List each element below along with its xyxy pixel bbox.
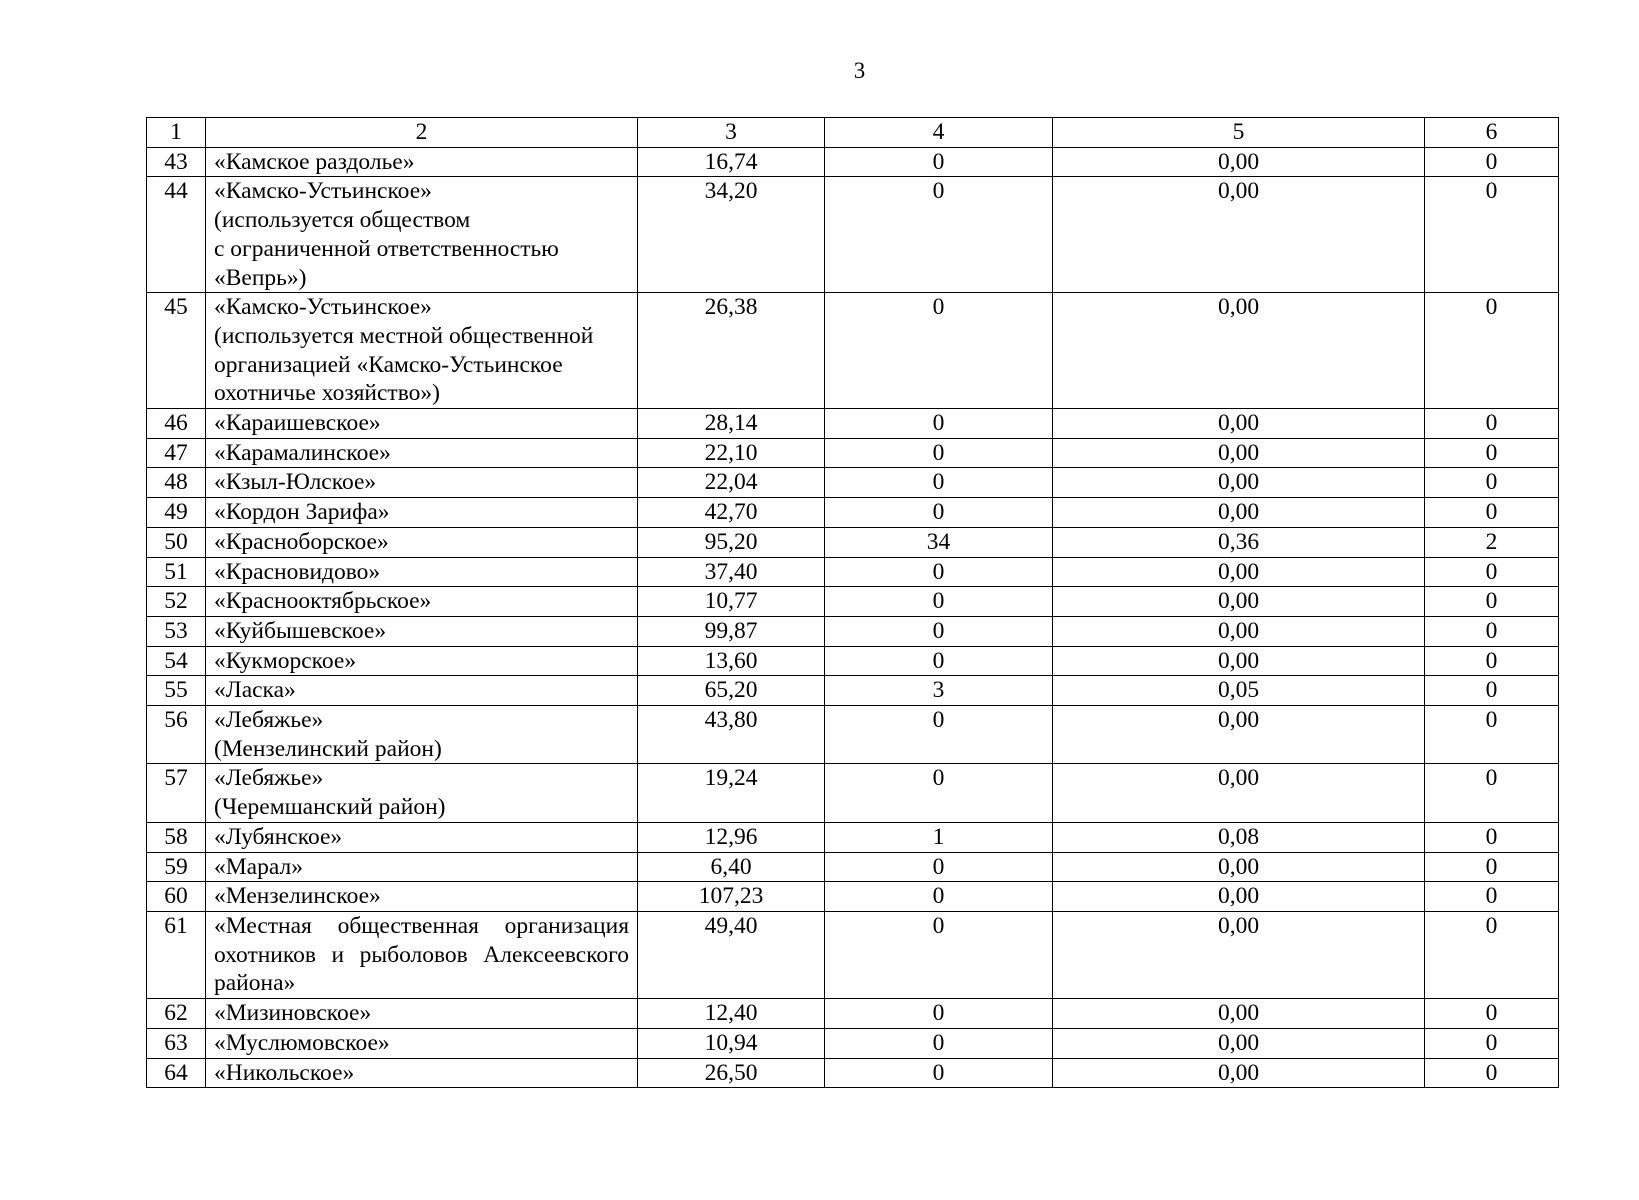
value-cell-c5: 0,00 (1053, 293, 1425, 409)
table-row (147, 587, 1559, 617)
table-row (147, 177, 1559, 293)
hunting-ground-name-cell (206, 147, 638, 177)
value-cell-c4: 0 (825, 1028, 1053, 1058)
row-number-cell: 56 (147, 706, 206, 764)
value-cell-c3: 49,40 (638, 911, 825, 998)
value-cell-c4: 0 (825, 498, 1053, 528)
name-line: «Камское раздолье» (214, 148, 415, 175)
value-cell-c4: 0 (825, 999, 1053, 1029)
row-number-cell: 52 (147, 587, 206, 617)
table-row (147, 706, 1559, 764)
row-number-cell: 48 (147, 468, 206, 498)
name-line: «Вепрь») (214, 264, 307, 291)
value-cell-c3: 34,20 (638, 177, 825, 293)
row-number-cell: 44 (147, 177, 206, 293)
name-line: с ограниченной ответственностью (214, 235, 559, 262)
value-cell-c3: 13,60 (638, 646, 825, 676)
value-cell-c5: 0,00 (1053, 557, 1425, 587)
row-number-cell: 61 (147, 911, 206, 998)
name-line: (используется местной общественной (214, 322, 594, 349)
name-line: «Муслюмовское» (214, 1029, 390, 1056)
table-row (147, 527, 1559, 557)
value-cell-c6: 0 (1425, 1058, 1559, 1088)
hunting-ground-name-cell (206, 409, 638, 439)
name-line: «Краснооктябрьское» (214, 588, 432, 615)
value-cell-c3: 22,04 (638, 468, 825, 498)
name-line: охотничье хозяйство») (214, 380, 440, 407)
header-row (147, 118, 1559, 148)
value-cell-c6: 0 (1425, 676, 1559, 706)
hunting-ground-name-cell (206, 1028, 638, 1058)
row-number-cell: 55 (147, 676, 206, 706)
hunting-ground-name-cell (206, 822, 638, 852)
row-number-cell: 50 (147, 527, 206, 557)
table-row (147, 646, 1559, 676)
row-number-cell: 49 (147, 498, 206, 528)
name-line: «Караишевское» (214, 410, 381, 437)
value-cell-c6: 0 (1425, 646, 1559, 676)
value-cell-c4: 0 (825, 293, 1053, 409)
table-row (147, 468, 1559, 498)
name-line: «Красноборское» (214, 528, 389, 555)
value-cell-c6: 0 (1425, 557, 1559, 587)
table-row (147, 676, 1559, 706)
value-cell-c5: 0,00 (1053, 882, 1425, 912)
row-number-cell: 59 (147, 852, 206, 882)
value-cell-c3: 43,80 (638, 706, 825, 764)
row-number-cell: 51 (147, 557, 206, 587)
value-cell-c3: 42,70 (638, 498, 825, 528)
value-cell-c5: 0,00 (1053, 999, 1425, 1029)
value-cell-c3: 12,40 (638, 999, 825, 1029)
value-cell-c4: 34 (825, 527, 1053, 557)
table-row (147, 882, 1559, 912)
name-line: «Никольское» (214, 1059, 355, 1086)
name-line: «Мизиновское» (214, 1000, 372, 1027)
name-line: «Карамалинское» (214, 439, 391, 466)
value-cell-c5: 0,00 (1053, 616, 1425, 646)
hunting-ground-name-cell (206, 468, 638, 498)
row-number-cell: 63 (147, 1028, 206, 1058)
hunting-ground-name-cell (206, 557, 638, 587)
table-row (147, 293, 1559, 409)
page-number: 3 (853, 58, 866, 83)
value-cell-c5: 0,00 (1053, 147, 1425, 177)
value-cell-c3: 28,14 (638, 409, 825, 439)
hunting-ground-name-cell (206, 616, 638, 646)
table-row (147, 557, 1559, 587)
value-cell-c4: 0 (825, 646, 1053, 676)
name-line: «Камско-Устьинское» (214, 178, 432, 205)
value-cell-c3: 65,20 (638, 676, 825, 706)
value-cell-c3: 26,50 (638, 1058, 825, 1088)
value-cell-c6: 0 (1425, 147, 1559, 177)
value-cell-c3: 99,87 (638, 616, 825, 646)
row-number-cell: 46 (147, 409, 206, 439)
value-cell-c3: 37,40 (638, 557, 825, 587)
value-cell-c5: 0,36 (1053, 527, 1425, 557)
name-line: организацией «Камско-Устьинское (214, 351, 563, 378)
hunting-ground-name-cell (206, 1058, 638, 1088)
table-row (147, 1028, 1559, 1058)
table-row (147, 999, 1559, 1029)
value-cell-c5: 0,00 (1053, 1058, 1425, 1088)
row-number-cell: 60 (147, 882, 206, 912)
value-cell-c6: 0 (1425, 177, 1559, 293)
value-cell-c4: 0 (825, 147, 1053, 177)
hunting-ground-name-cell (206, 177, 638, 293)
table-row (147, 616, 1559, 646)
row-number-cell: 53 (147, 616, 206, 646)
hunting-ground-name-cell (206, 676, 638, 706)
name-line: «Куйбышевское» (214, 617, 387, 644)
name-line: «Кукморское» (214, 647, 357, 674)
name-line: «Кордон Зарифа» (214, 499, 390, 526)
value-cell-c5: 0,00 (1053, 498, 1425, 528)
name-line: (Мензелинский район) (214, 735, 442, 762)
row-number-cell: 47 (147, 438, 206, 468)
value-cell-c4: 0 (825, 616, 1053, 646)
name-line: «Камско-Устьинское» (214, 294, 432, 321)
column-header: 5 (1053, 118, 1425, 148)
hunting-ground-name-cell (206, 527, 638, 557)
value-cell-c3: 12,96 (638, 822, 825, 852)
value-cell-c6: 0 (1425, 999, 1559, 1029)
row-number-cell: 57 (147, 764, 206, 822)
hunting-ground-name-cell (206, 852, 638, 882)
column-header: 2 (206, 118, 638, 148)
column-header: 6 (1425, 118, 1559, 148)
value-cell-c3: 10,94 (638, 1028, 825, 1058)
table-row (147, 1058, 1559, 1088)
value-cell-c4: 0 (825, 409, 1053, 439)
table-row (147, 764, 1559, 822)
hunting-ground-name-cell (206, 646, 638, 676)
value-cell-c6: 0 (1425, 498, 1559, 528)
hunting-ground-name-cell (206, 587, 638, 617)
name-line: «Лубянское» (214, 823, 343, 850)
table-body (147, 147, 1559, 1088)
table-row (147, 438, 1559, 468)
data-table (146, 117, 1559, 1088)
value-cell-c5: 0,00 (1053, 438, 1425, 468)
value-cell-c3: 107,23 (638, 882, 825, 912)
value-cell-c4: 0 (825, 911, 1053, 998)
value-cell-c4: 1 (825, 822, 1053, 852)
value-cell-c4: 0 (825, 882, 1053, 912)
table-row (147, 498, 1559, 528)
hunting-ground-name-cell (206, 706, 638, 764)
value-cell-c5: 0,00 (1053, 468, 1425, 498)
value-cell-c4: 0 (825, 764, 1053, 822)
row-number-cell: 54 (147, 646, 206, 676)
name-line: «Ласка» (214, 677, 296, 704)
value-cell-c4: 0 (825, 557, 1053, 587)
value-cell-c6: 0 (1425, 1028, 1559, 1058)
value-cell-c5: 0,00 (1053, 706, 1425, 764)
value-cell-c5: 0,00 (1053, 852, 1425, 882)
value-cell-c5: 0,00 (1053, 646, 1425, 676)
row-number-cell: 64 (147, 1058, 206, 1088)
value-cell-c3: 95,20 (638, 527, 825, 557)
value-cell-c3: 6,40 (638, 852, 825, 882)
value-cell-c3: 16,74 (638, 147, 825, 177)
value-cell-c6: 2 (1425, 527, 1559, 557)
value-cell-c4: 0 (825, 468, 1053, 498)
hunting-ground-name-cell (206, 438, 638, 468)
value-cell-c4: 0 (825, 177, 1053, 293)
value-cell-c6: 0 (1425, 764, 1559, 822)
value-cell-c5: 0,00 (1053, 1028, 1425, 1058)
name-line: «Лебяжье» (214, 765, 324, 792)
value-cell-c6: 0 (1425, 587, 1559, 617)
name-line: «Красновидово» (214, 558, 381, 585)
hunting-ground-name-cell (206, 498, 638, 528)
name-line: «Кзыл-Юлское» (214, 469, 377, 496)
value-cell-c5: 0,00 (1053, 764, 1425, 822)
value-cell-c3: 22,10 (638, 438, 825, 468)
name-line: (используется обществом (214, 207, 471, 234)
value-cell-c5: 0,00 (1053, 587, 1425, 617)
row-number-cell: 43 (147, 147, 206, 177)
value-cell-c6: 0 (1425, 882, 1559, 912)
value-cell-c6: 0 (1425, 438, 1559, 468)
column-header: 4 (825, 118, 1053, 148)
table-row (147, 822, 1559, 852)
value-cell-c3: 19,24 (638, 764, 825, 822)
row-number-cell: 62 (147, 999, 206, 1029)
value-cell-c5: 0,00 (1053, 409, 1425, 439)
value-cell-c6: 0 (1425, 852, 1559, 882)
hunting-ground-name-cell (206, 999, 638, 1029)
column-header: 1 (147, 118, 206, 148)
value-cell-c6: 0 (1425, 468, 1559, 498)
value-cell-c5: 0,00 (1053, 177, 1425, 293)
value-cell-c4: 0 (825, 1058, 1053, 1088)
hunting-ground-name-cell (206, 882, 638, 912)
hunting-ground-name-cell (206, 911, 638, 998)
name-line: (Черемшанский район) (214, 794, 446, 821)
name-line: «Местная общественная организация охотников и рыболовов Алексеевского района» (214, 912, 629, 997)
value-cell-c5: 0,00 (1053, 911, 1425, 998)
value-cell-c4: 3 (825, 676, 1053, 706)
value-cell-c4: 0 (825, 852, 1053, 882)
hunting-ground-name-cell (206, 293, 638, 409)
value-cell-c4: 0 (825, 438, 1053, 468)
name-line: «Лебяжье» (214, 707, 324, 734)
column-header: 3 (638, 118, 825, 148)
row-number-cell: 45 (147, 293, 206, 409)
name-line: «Мензелинское» (214, 883, 381, 910)
value-cell-c6: 0 (1425, 822, 1559, 852)
table-row (147, 852, 1559, 882)
row-number-cell: 58 (147, 822, 206, 852)
table-row (147, 147, 1559, 177)
value-cell-c5: 0,05 (1053, 676, 1425, 706)
value-cell-c6: 0 (1425, 706, 1559, 764)
hunting-ground-name-cell (206, 764, 638, 822)
value-cell-c6: 0 (1425, 616, 1559, 646)
value-cell-c4: 0 (825, 706, 1053, 764)
table-row (147, 409, 1559, 439)
value-cell-c4: 0 (825, 587, 1053, 617)
value-cell-c3: 10,77 (638, 587, 825, 617)
value-cell-c5: 0,08 (1053, 822, 1425, 852)
value-cell-c6: 0 (1425, 911, 1559, 998)
table-row (147, 911, 1559, 998)
value-cell-c3: 26,38 (638, 293, 825, 409)
value-cell-c6: 0 (1425, 409, 1559, 439)
value-cell-c6: 0 (1425, 293, 1559, 409)
name-line: «Марал» (214, 853, 303, 880)
